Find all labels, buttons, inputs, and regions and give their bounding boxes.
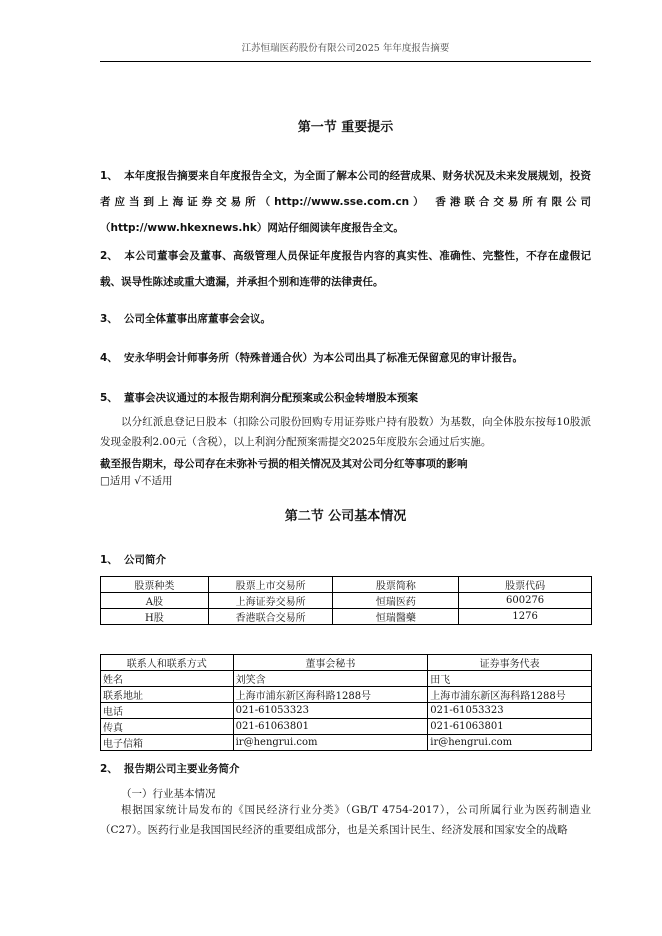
industry-heading: （一）行业基本情况 (121, 788, 216, 800)
business-intro-title: 报告期公司主要业务简介 (124, 763, 240, 775)
table-row (101, 671, 592, 687)
table-cell: 021-61053323 (428, 703, 592, 719)
notice-item-2-text: 本公司董事会及董事、高级管理人员保证年度报告内容的真实性、准确性、完整性，不存在虚假记载、误导性陈述或重大遗漏，并承担个别和连带的法律责任。 (100, 250, 591, 288)
section1-title: 第一节 重要提示 (297, 120, 394, 135)
notice-item-5-num: 5、 (100, 392, 118, 404)
table-cell: A股 (101, 593, 209, 609)
table-cell: ir@hengrui.com (233, 735, 428, 751)
table-cell: 600276 (459, 593, 592, 609)
section2-title: 第二节 公司基本情况 (284, 509, 407, 524)
dividend-plan-text: 以分红派息登记日股本（扣除公司股份回购专用证券账户持有股数）为基数，向全体股东按每10股派发现金股利2.00元（含税），以上利润分配预案需提交2025年度股东会通过后实施。 (100, 416, 591, 448)
table-row (101, 609, 592, 625)
notice-item-4-text: 安永华明会计师事务所（特殊普通合伙）为本公司出具了标准无保留意见的审计报告。 (124, 352, 523, 364)
company-intro-num: 1、 (100, 554, 118, 566)
table-cell: 电子信箱 (101, 735, 234, 751)
table-header-cell: 股票简称 (333, 577, 459, 593)
table-header-cell: 股票代码 (459, 577, 592, 593)
header-rule (100, 61, 591, 62)
table-row (101, 735, 592, 751)
business-intro-heading (100, 756, 591, 782)
table-cell: 刘笑含 (233, 671, 428, 687)
table-cell: 联系地址 (101, 687, 234, 703)
table-cell: 021-61063801 (428, 719, 592, 735)
stock-info-table (100, 576, 592, 625)
table-cell: 姓名 (101, 671, 234, 687)
page-header: 江苏恒瑞医药股份有限公司2025 年年度报告摘要 (241, 43, 450, 54)
notice-item-4 (100, 345, 591, 371)
table-header-row (101, 577, 592, 593)
notice-item-2 (100, 243, 591, 295)
table-cell: H股 (101, 609, 209, 625)
notice-item-1 (100, 163, 591, 241)
table-cell: ir@hengrui.com (428, 735, 592, 751)
table-cell: 电话 (101, 703, 234, 719)
notice-item-1-num: 1、 (100, 170, 118, 182)
notice-item-5-text: 董事会决议通过的本报告期利润分配预案或公积金转增股本预案 (124, 392, 418, 404)
table-header-cell: 股票种类 (101, 577, 209, 593)
table-row (101, 687, 592, 703)
notice-item-4-num: 4、 (100, 352, 118, 364)
table-header-row (101, 655, 592, 671)
notice-item-3-text: 公司全体董事出席董事会会议。 (124, 313, 271, 325)
table-cell: 1276 (459, 609, 592, 625)
notice-item-3-num: 3、 (100, 313, 118, 325)
notice-item-2-num: 2、 (100, 250, 118, 262)
table-cell: 021-61063801 (233, 719, 428, 735)
notice-item-3 (100, 306, 591, 332)
notice-item-5 (100, 385, 591, 411)
table-cell: 恒瑞醫藥 (333, 609, 459, 625)
table-cell: 香港联合交易所 (208, 609, 333, 625)
table-header-cell: 联系人和联系方式 (101, 655, 234, 671)
table-cell: 上海证券交易所 (208, 593, 333, 609)
table-cell: 恒瑞医药 (333, 593, 459, 609)
table-row (101, 593, 592, 609)
industry-text: 根据国家统计局发布的《国民经济行业分类》（GB/T 4754-2017），公司所属行业为医药制造业（C27）。医药行业是我国国民经济的重要组成部分，也是关系国计民生、经济发展和国家安全的战略 (100, 804, 591, 836)
notice-item-1-text: 本年度报告摘要来自年度报告全文，为全面了解本公司的经营成果、财务状况及未来发展规划，投资者应当到上海证券交易所（http://www.sse.com.cn） 香港联合交易所有限公司（http://www.hkexnews.hk）网站仔细阅读年度报告全文。 (100, 170, 591, 234)
table-cell: 上海市浦东新区海科路1288号 (428, 687, 592, 703)
business-intro-num: 2、 (100, 763, 118, 775)
table-cell: 上海市浦东新区海科路1288号 (233, 687, 428, 703)
company-intro-title: 公司简介 (124, 554, 166, 566)
table-header-cell: 股票上市交易所 (208, 577, 333, 593)
loss-heading: 截至报告期末，母公司存在未弥补亏损的相关情况及其对公司分红等事项的影响 (100, 458, 468, 470)
table-row (101, 703, 592, 719)
table-cell: 021-61053323 (233, 703, 428, 719)
table-header-cell: 证券事务代表 (428, 655, 592, 671)
table-cell: 田飞 (428, 671, 592, 687)
company-intro-heading (100, 547, 591, 573)
contact-info-table (100, 654, 592, 751)
table-header-cell: 董事会秘书 (233, 655, 428, 671)
table-cell: 传真 (101, 719, 234, 735)
applicable-checkbox: □适用 √不适用 (100, 475, 173, 487)
table-row (101, 719, 592, 735)
